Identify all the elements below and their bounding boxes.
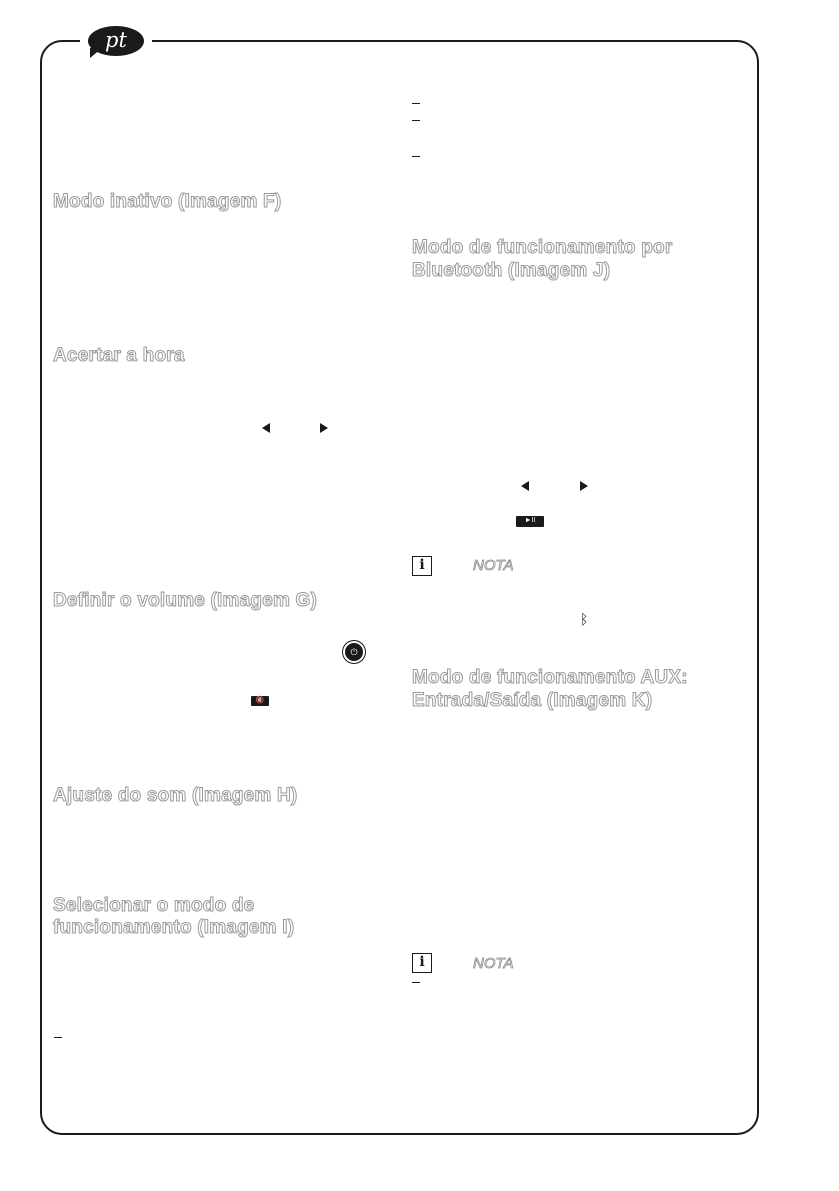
heading-set-time: Acertar a hora: [53, 345, 185, 366]
info-icon: i: [412, 953, 432, 973]
list-dash: [412, 120, 420, 121]
right-arrow-icon: [320, 423, 328, 433]
left-arrow-icon: [521, 481, 529, 491]
note-label: NOTA: [473, 557, 514, 574]
heading-sleep-mode: Modo inativo (Imagem F): [53, 191, 282, 212]
list-dash: [54, 1037, 62, 1038]
bluetooth-icon: ᛒ: [580, 611, 589, 627]
heading-sound-adjust: Ajuste do som (Imagem H): [53, 785, 298, 806]
list-dash: [412, 982, 420, 983]
list-dash: [412, 103, 420, 104]
language-label: pt: [105, 28, 127, 52]
badge-tail: [90, 48, 102, 58]
heading-set-volume: Definir o volume (Imagem G): [53, 590, 318, 611]
heading-bluetooth-2: Bluetooth (Imagem J): [412, 260, 611, 281]
note-label: NOTA: [473, 955, 514, 972]
language-badge: [88, 26, 144, 56]
heading-bluetooth-1: Modo de funcionamento por: [412, 237, 673, 258]
left-arrow-icon: [262, 423, 270, 433]
play-pause-button-icon: ►II: [516, 516, 544, 527]
heading-select-mode-1: Selecionar o modo de: [53, 895, 255, 916]
list-dash: [412, 156, 420, 157]
mute-button-icon: 🔇: [251, 696, 269, 706]
info-icon: i: [412, 556, 432, 576]
heading-select-mode-2: funcionamento (Imagem I): [53, 917, 295, 938]
heading-aux-1: Modo de funcionamento AUX:: [412, 667, 688, 688]
heading-aux-2: Entrada/Saída (Imagem K): [412, 690, 653, 711]
right-arrow-icon: [580, 481, 588, 491]
power-knob-icon: ⏻: [345, 643, 363, 661]
